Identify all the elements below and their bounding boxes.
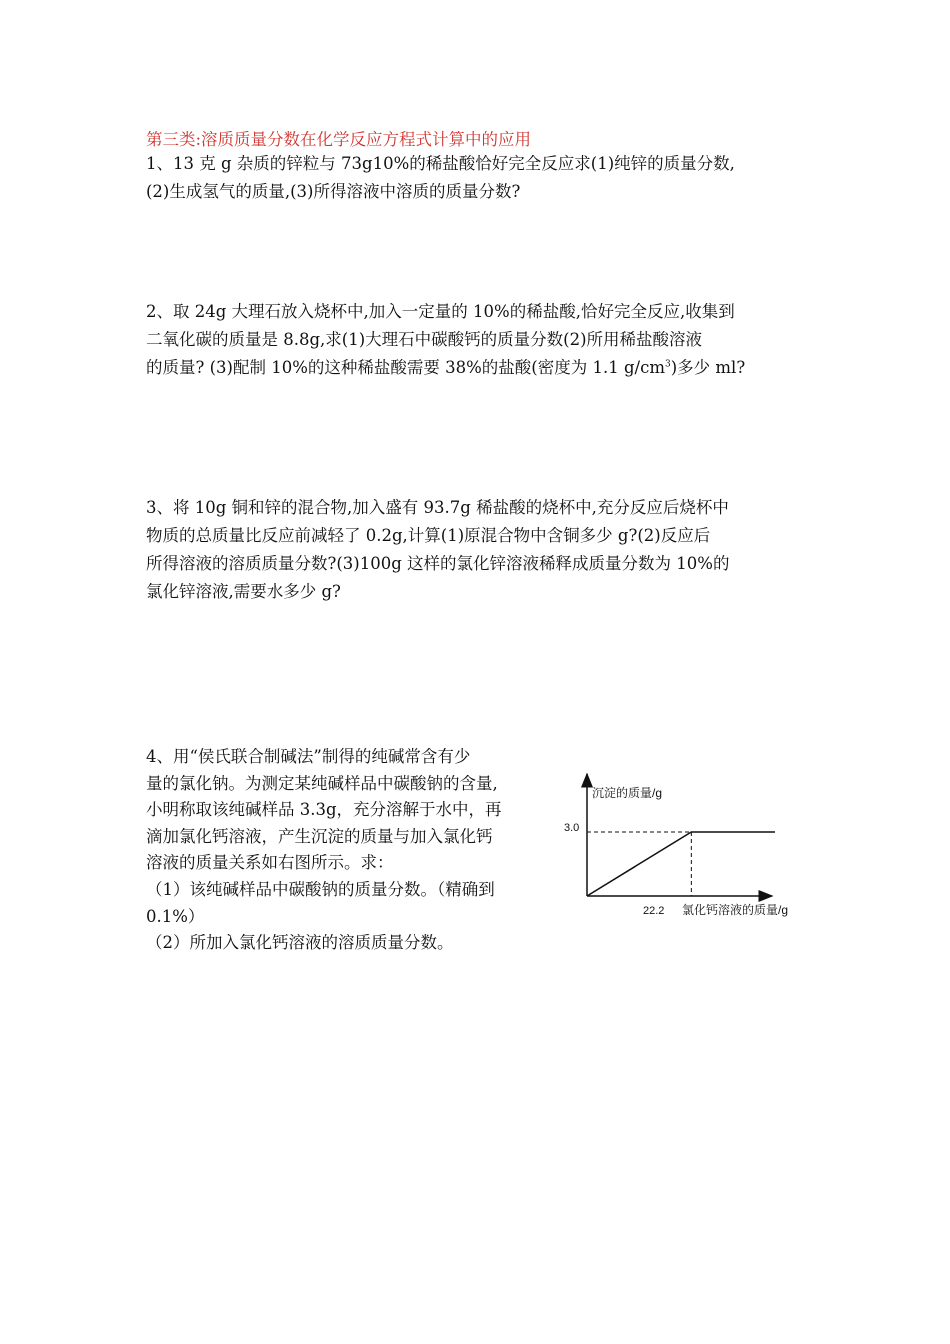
question-1-line: (2)生成氢气的质量,(3)所得溶液中溶质的质量分数? — [146, 182, 521, 201]
question-4-line: 溶液的质量关系如右图所示。求： — [146, 853, 394, 873]
question-1-line: 1、13 克 g 杂质的锌粒与 73g10%的稀盐酸恰好完全反应求(1)纯锌的质量分数, — [146, 154, 735, 173]
x-axis-label: 氯化钙溶液的质量/g — [682, 903, 789, 917]
question-3-line: 氯化锌溶液,需要水多少 g? — [146, 582, 341, 601]
question-2-text: )多少 ml? — [670, 358, 746, 377]
precipitate-chart — [556, 766, 816, 926]
question-4-line: 0.1%） — [146, 906, 205, 926]
question-4-line: 4、用“侯氏联合制碱法”制得的纯碱常含有少 — [146, 747, 471, 766]
superscript-3: 3 — [664, 359, 671, 370]
question-4-line: （2）所加入氯化钙溶液的溶质质量分数。 — [146, 933, 454, 953]
question-2-line: 二氧化碳的质量是 8.8g,求(1)大理石中碳酸钙的质量分数(2)所用稀盐酸溶液 — [146, 330, 703, 349]
question-2-line: 2、取 24g 大理石放入烧杯中,加入一定量的 10%的稀盐酸,恰好完全反应,收集到 — [146, 302, 735, 321]
y-tick-label: 3.0 — [564, 822, 580, 834]
section-heading: 第三类:溶质质量分数在化学反应方程式计算中的应用 — [146, 130, 532, 149]
question-3-line: 3、将 10g 铜和锌的混合物,加入盛有 93.7g 稀盐酸的烧杯中,充分反应后烧杯中 — [146, 498, 729, 517]
question-1 — [146, 150, 811, 206]
question-4-line: 量的氯化钠。为测定某纯碱样品中碳酸钠的含量, — [146, 773, 498, 793]
y-axis-label: 沉淀的质量/g — [592, 786, 663, 800]
question-4-line: （1）该纯碱样品中碳酸钠的质量分数。（精确到 — [146, 879, 495, 899]
question-4-line: 小明称取该纯碱样品 3.3g，充分溶解于水中，再 — [146, 800, 502, 820]
question-3-line: 所得溶液的溶质质量分数?(3)100g 这样的氯化锌溶液稀释成质量分数为 10%的 — [146, 554, 730, 573]
x-tick-label: 22.2 — [643, 905, 665, 917]
series-line — [587, 832, 775, 896]
question-2-text: 的质量? (3)配制 10%的这种稀盐酸需要 38%的盐酸(密度为 1.1 g/cm — [146, 358, 665, 377]
question-3 — [146, 494, 811, 606]
question-4 — [146, 744, 566, 957]
question-2-line — [146, 354, 811, 382]
question-4-line: 滴加氯化钙溶液，产生沉淀的质量与加入氯化钙 — [146, 826, 493, 846]
question-2 — [146, 298, 811, 382]
question-3-line: 物质的总质量比反应前减轻了 0.2g,计算(1)原混合物中含铜多少 g?(2)反应后 — [146, 526, 711, 545]
